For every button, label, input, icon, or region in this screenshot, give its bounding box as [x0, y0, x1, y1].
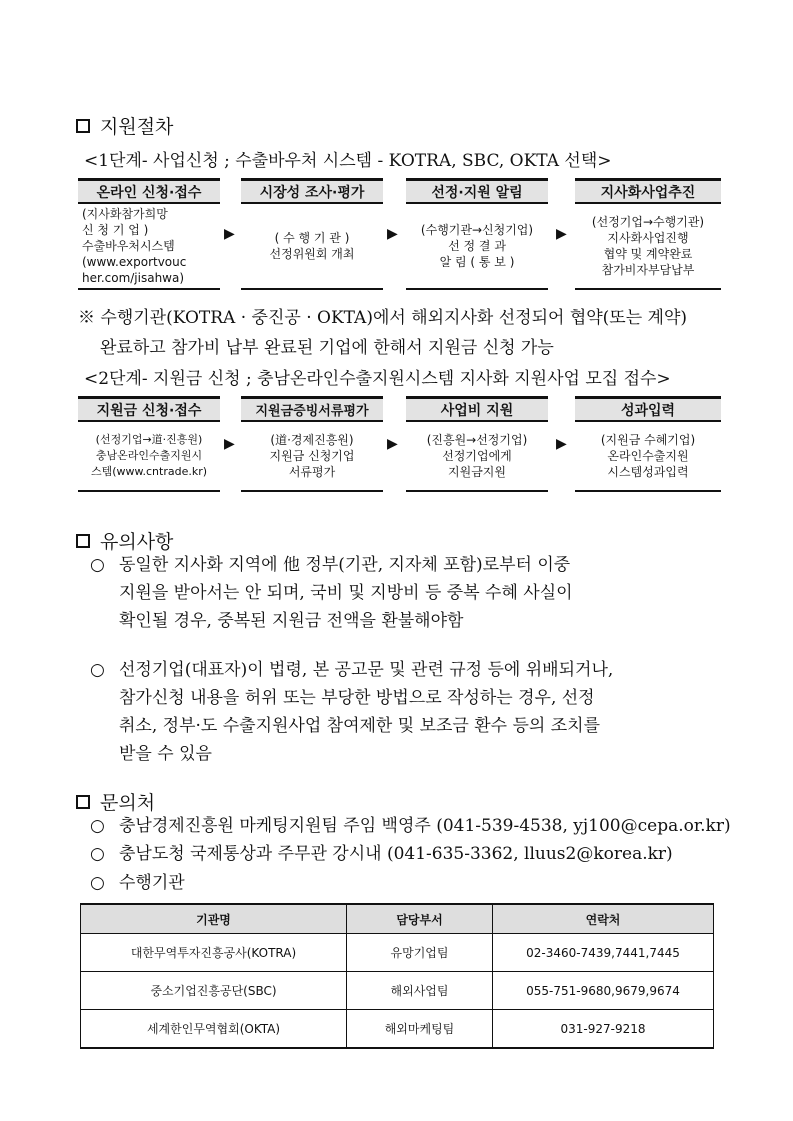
stage2-flow: [78, 396, 721, 496]
step-title: 성과입력: [575, 396, 721, 422]
step-body: (선정기업→수행기관) 지사화사업진행 협약 및 계약완료 참가비자부담납부: [575, 204, 721, 290]
stage2-step-2: [241, 396, 383, 492]
contact-line-1: 충남경제진흥원 마케팅지원팀 주임 백영주 (041-539-4538, yj100@cepa.or.kr): [119, 816, 731, 836]
step-body: (지원금 수혜기업) 온라인수출지원 시스템성과입력: [575, 422, 721, 492]
arrow-icon: ▶: [387, 226, 398, 242]
stage2-step-4: [575, 396, 721, 492]
cautions-heading: 유의사항: [76, 527, 173, 554]
arrow-icon: ▶: [556, 226, 567, 242]
checkbox-square-icon: [76, 119, 90, 133]
agency-table: [80, 903, 714, 1049]
arrow-icon: ▶: [224, 436, 235, 452]
stage2-step-3: [406, 396, 548, 492]
step-body: ( 수 행 기 관 ) 선정위원회 개최: [241, 204, 383, 290]
stage1-title: <1단계- 사업신청 ; 수출바우처 시스템 - KOTRA, SBC, OKTA 선택>: [84, 151, 612, 171]
stage1-step-4: [575, 178, 721, 290]
contact-bullet-icon: ○: [90, 873, 105, 893]
step-title: 온라인 신청·접수: [78, 178, 220, 204]
table-cell: 세계한인무역협회(OKTA): [81, 1010, 347, 1049]
step-body: (선정기업→道·진흥원) 충남온라인수출지원시 스템(www.cntrade.kr): [78, 422, 220, 492]
caution-item-1: 동일한 지사화 지역에 他 정부(기관, 지자체 포함)로부터 이중 지원을 받아서는 안 되며, 국비 및 지방비 등 중복 수혜 사실이 확인될 경우, 중복된 지원금 전액을 환불해야함: [119, 555, 573, 631]
step-title: 시장성 조사·평가: [241, 178, 383, 204]
table-cell: 031-927-9218: [493, 1010, 714, 1049]
contact-bullet-icon: ○: [90, 816, 105, 836]
stage1-flow: [78, 178, 721, 290]
stage2-step-1: [78, 396, 220, 492]
stage1-step-2: [241, 178, 383, 290]
step-body: (진흥원→선정기업) 선정기업에게 지원금지원: [406, 422, 548, 492]
step-title: 지원금 신청·접수: [78, 396, 220, 422]
table-row: [81, 972, 714, 1010]
stage2-title: <2단계- 지원금 신청 ; 충남온라인수출지원시스템 지사화 지원사업 모집 접수>: [84, 369, 671, 389]
note-line-2: 완료하고 참가비 납부 완료된 기업에 한해서 지원금 신청 가능: [100, 338, 554, 358]
table-cell: 해외마케팅팀: [347, 1010, 493, 1049]
table-header: 기관명: [81, 904, 347, 934]
step-body: (수행기관→신청기업) 선 정 결 과 알 림 ( 통 보 ): [406, 204, 548, 290]
step-title: 선정·지원 알림: [406, 178, 548, 204]
arrow-icon: ▶: [556, 436, 567, 452]
step-title: 지사화사업추진: [575, 178, 721, 204]
contact-line-3: 수행기관: [119, 873, 185, 893]
checkbox-square-icon: [76, 534, 90, 548]
table-row: [81, 934, 714, 972]
stage1-step-1: [78, 178, 220, 290]
step-title: 사업비 지원: [406, 396, 548, 422]
contact-bullet-icon: ○: [90, 844, 105, 864]
step-body: (道·경제진흥원) 지원금 신청기업 서류평가: [241, 422, 383, 492]
checkbox-square-icon: [76, 795, 90, 809]
table-cell: 02-3460-7439,7441,7445: [493, 934, 714, 972]
table-cell: 중소기업진흥공단(SBC): [81, 972, 347, 1010]
step-title: 지원금증빙서류평가: [241, 396, 383, 422]
contact-line-2: 충남도청 국제통상과 주무관 강시내 (041-635-3362, lluus2@korea.kr): [119, 844, 673, 864]
caution-bullet-icon: ○: [90, 660, 105, 680]
table-header: 담당부서: [347, 904, 493, 934]
table-header: 연락처: [493, 904, 714, 934]
table-cell: 해외사업팀: [347, 972, 493, 1010]
contacts-heading: 문의처: [76, 788, 155, 815]
procedure-heading: 지원절차: [76, 112, 173, 139]
stage1-step-3: [406, 178, 548, 290]
table-cell: 유망기업팀: [347, 934, 493, 972]
caution-item-2: 선정기업(대표자)이 법령, 본 공고문 및 관련 규정 등에 위배되거나, 참가신청 내용을 허위 또는 부당한 방법으로 작성하는 경우, 선정 취소, 정부·도 수출지원사업 참여제한 및 보조금 환수 등의 조치를 받을 수 있음: [119, 660, 614, 764]
step-body: (지사화참가희망 신 청 기 업 ) 수출바우처시스템 (www.exportvouc her.com/jisahwa): [78, 204, 220, 290]
arrow-icon: ▶: [224, 226, 235, 242]
table-cell: 055-751-9680,9679,9674: [493, 972, 714, 1010]
caution-bullet-icon: ○: [90, 555, 105, 575]
note-line-1: ※ 수행기관(KOTRA · 중진공 · OKTA)에서 해외지사화 선정되어 협약(또는 계약): [78, 308, 688, 328]
table-header-row: [81, 904, 714, 934]
table-cell: 대한무역투자진흥공사(KOTRA): [81, 934, 347, 972]
table-row: [81, 1010, 714, 1049]
arrow-icon: ▶: [387, 436, 398, 452]
